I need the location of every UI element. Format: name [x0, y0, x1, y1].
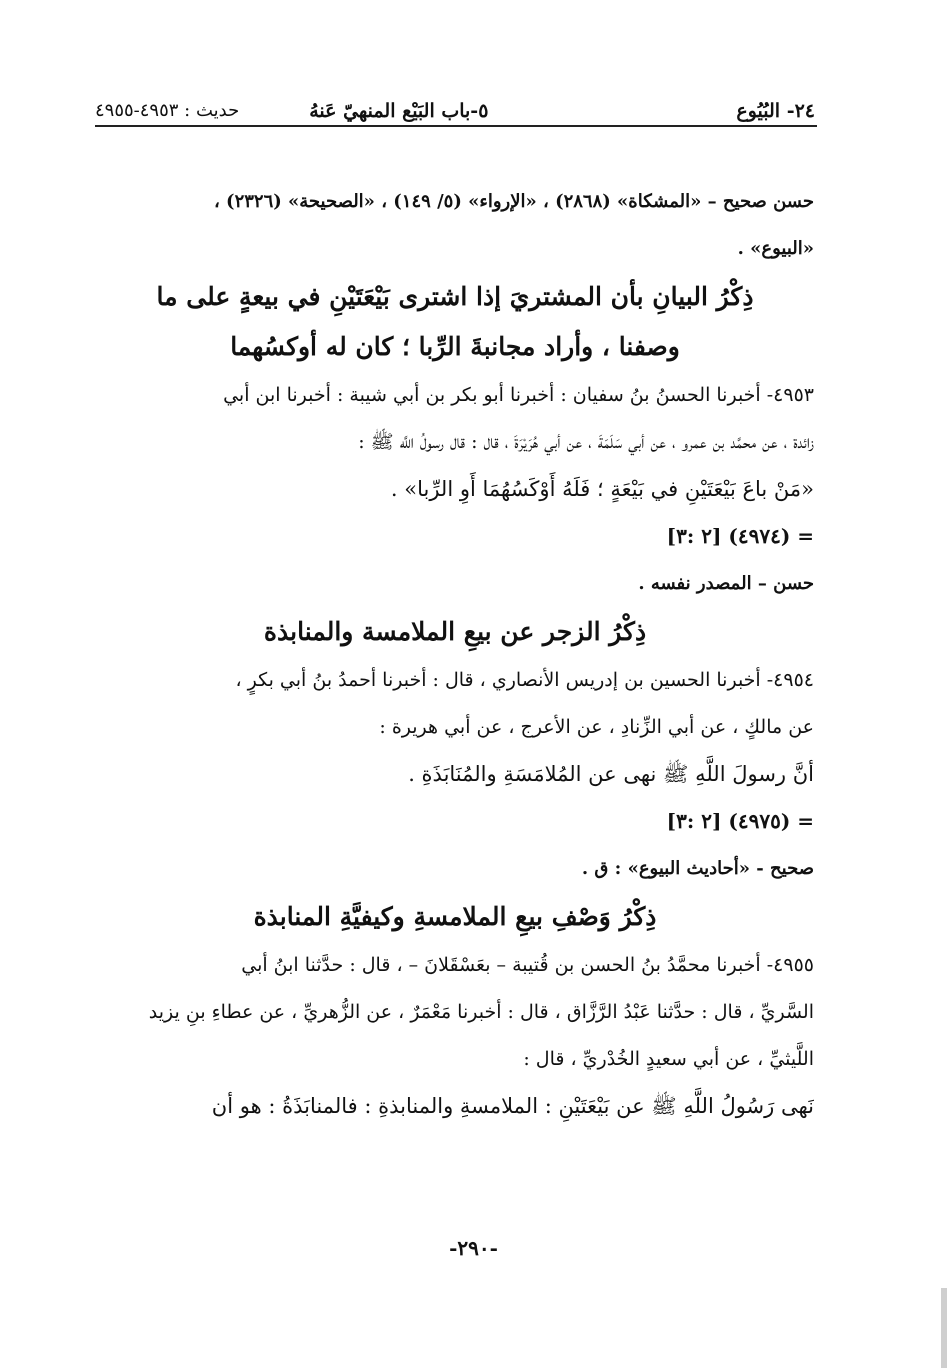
hadith-4954-matn: أنَّ رسولَ اللَّهِ ﷺ نهى عن المُلامَسَةِ والمُنَابَذَةِ . [408, 762, 814, 786]
hadith-4955-isnad-continued: السَّريِّ ، قال : حدَّثنا عَبْدُ الرَّزَّاق ، قال : أخبرنا مَعْمَرٌ ، عن الزُّهريِّ ، عن عطاءِ بنِ يزيد [148, 1001, 814, 1023]
hadith-4954-isnad: ٤٩٥٤- أخبرنا الحسين بن إدريس الأنصاري ، قال : أخبرنا أحمدُ بنُ أبي بكرٍ ، [235, 669, 814, 691]
section-title-2: ذِكْرُ الزجر عن بيعِ الملامسة والمنابذة [263, 617, 647, 646]
hadith-4955-isnad-end: اللَّيثيِّ ، عن أبي سعيدٍ الخُدْريِّ ، قال : [523, 1048, 814, 1070]
hadith-4954-isnad-continued: عن مالكٍ ، عن أبي الزِّنادِ ، عن الأعرج ، عن أبي هريرة : [379, 716, 814, 738]
running-head-book: ٢٤- البُيُوع [736, 100, 815, 122]
grading-line-continued: «البيوع» . [737, 238, 814, 259]
hadith-4954-reference: = (٤٩٧٥) [٢ :٣] [666, 809, 814, 833]
hadith-4955-isnad: ٤٩٥٥- أخبرنا محمَّدُ بنُ الحسن بن قُتيبة – بعَسْقَلانَ – ، قال : حدَّثنا ابنُ أبي [241, 954, 814, 976]
running-head [95, 88, 815, 122]
hadith-4953-matn: «مَنْ باعَ بَيْعَتَيْنِ في بَيْعَةٍ ؛ فَلَهُ أَوْكَسُهُمَا أَوِ الرِّبا» . [390, 477, 814, 501]
hadith-4953-grading: حسن – المصدر نفسه . [638, 573, 814, 594]
hadith-4953-isnad: ٤٩٥٣- أخبرنا الحسنُ بنُ سفيان : أخبرنا أبو بكر بن أبي شيبة : أخبرنا ابن أبي [223, 384, 814, 406]
hadith-4953-isnad-continued: زائدة ، عن محمَّد بن عمرو ، عن أبي سَلَمَةَ ، عن أبي هُرَيْرَةَ ، قال : قال رسولُ اللَّه ﷺ : [358, 431, 814, 453]
header-rule [95, 125, 817, 127]
hadith-4953-reference: = (٤٩٧٤) [٢ :٣] [666, 524, 814, 548]
page-body [96, 178, 814, 1130]
section-title-1-continued: وصفنا ، وأراد مجانبةَ الرِّبا ؛ كان له أوكسُهما [230, 332, 680, 361]
running-head-chapter: ٥-باب البَيْع المنهيّ عَنهُ [309, 100, 489, 122]
section-title-1: ذِكْرُ البيانِ بأن المشتريَ إذا اشترى بَيْعَتَيْنِ في بيعةٍ على ما [156, 282, 754, 311]
scan-edge-shadow [941, 1288, 947, 1368]
grading-line: حسن صحيح – «المشكاة» (٢٨٦٨) ، «الإرواء» (٥/ ١٤٩) ، «الصحيحة» (٢٣٢٦) ، [213, 191, 814, 212]
page-number: -٢٩٠- [449, 1236, 498, 1260]
running-head-left [95, 100, 488, 122]
hadith-4955-matn: نَهى رَسُولُ اللَّهِ ﷺ عن بَيْعَتَيْنِ : الملامسةِ والمنابذةِ : فالمنابَذَةُ : هو أن [211, 1094, 814, 1118]
hadith-4954-grading: صحيح - «أحاديث البيوع» : ق . [581, 858, 814, 879]
section-title-3: ذِكْرُ وَصْفِ بيعِ الملامسةِ وكيفيَّةِ المنابذة [253, 902, 657, 931]
running-head-hadith-range: حديث : ٤٩٥٣-٤٩٥٥ [95, 100, 240, 121]
